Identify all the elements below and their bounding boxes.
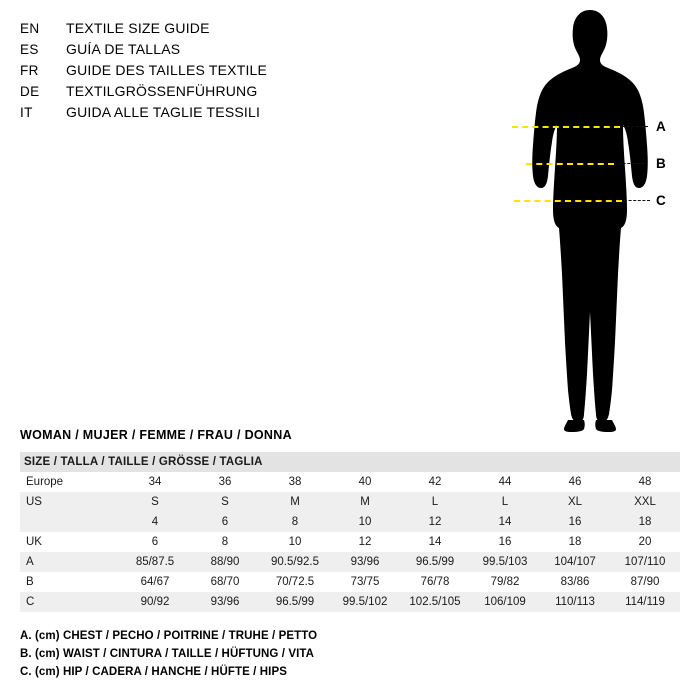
row-label-europe: Europe	[20, 472, 120, 492]
size-table	[20, 452, 680, 612]
cell: 76/78	[400, 572, 470, 592]
language-row	[20, 20, 440, 40]
cell: 106/109	[470, 592, 540, 612]
cell: 79/82	[470, 572, 540, 592]
cell: 96.5/99	[260, 592, 330, 612]
hip-measure-line	[514, 200, 622, 202]
measure-label-b: B	[656, 156, 666, 171]
cell: 73/75	[330, 572, 400, 592]
cell: 93/96	[190, 592, 260, 612]
cell: 96.5/99	[400, 552, 470, 572]
cell: 90.5/92.5	[260, 552, 330, 572]
table-row	[20, 472, 680, 492]
cell: 85/87.5	[120, 552, 190, 572]
chest-leader-line	[622, 126, 648, 127]
language-title-de: TEXTILGRÖSSENFÜHRUNG	[66, 83, 258, 99]
measure-label-c: C	[656, 193, 666, 208]
cell: 8	[190, 532, 260, 552]
language-row	[20, 83, 440, 103]
female-silhouette-icon	[510, 8, 670, 433]
row-label-us: US	[20, 492, 120, 512]
cell: M	[260, 492, 330, 512]
cell: S	[120, 492, 190, 512]
table-row	[20, 592, 680, 612]
section-title-woman: WOMAN / MUJER / FEMME / FRAU / DONNA	[20, 428, 292, 442]
cell: 14	[400, 532, 470, 552]
chest-measure-line	[512, 126, 620, 128]
row-label-uk: UK	[20, 532, 120, 552]
language-title-en: TEXTILE SIZE GUIDE	[66, 20, 210, 36]
legend-line-b: B. (cm) WAIST / CINTURA / TAILLE / HÜFTUNG / VITA	[20, 648, 315, 660]
cell: 83/86	[540, 572, 610, 592]
cell: 46	[540, 472, 610, 492]
waist-leader-line	[618, 163, 644, 164]
language-title-it: GUIDA ALLE TAGLIE TESSILI	[66, 104, 261, 120]
cell: 102.5/105	[400, 592, 470, 612]
language-code-fr: FR	[20, 63, 39, 78]
cell: 104/107	[540, 552, 610, 572]
cell: 18	[540, 532, 610, 552]
cell: 18	[610, 512, 680, 532]
size-band-label: SIZE / TALLA / TAILLE / GRÖSSE / TAGLIA	[20, 452, 680, 472]
hip-leader-line	[624, 200, 650, 201]
language-title-es: GUÍA DE TALLAS	[66, 41, 181, 57]
measurement-figure	[470, 8, 700, 438]
cell: 99.5/103	[470, 552, 540, 572]
language-title-fr: GUIDE DES TAILLES TEXTILE	[66, 62, 268, 78]
language-code-de: DE	[20, 84, 40, 99]
waist-measure-line	[526, 163, 614, 165]
language-row	[20, 62, 440, 82]
cell: 6	[120, 532, 190, 552]
row-label-us-numeric	[20, 512, 120, 532]
cell: 8	[260, 512, 330, 532]
cell: 34	[120, 472, 190, 492]
table-row	[20, 572, 680, 592]
cell: 48	[610, 472, 680, 492]
measurement-legend	[20, 630, 680, 684]
cell: 88/90	[190, 552, 260, 572]
table-row	[20, 512, 680, 532]
cell: 40	[330, 472, 400, 492]
row-label-b: B	[20, 572, 120, 592]
cell: 12	[400, 512, 470, 532]
cell: M	[330, 492, 400, 512]
cell: 99.5/102	[330, 592, 400, 612]
language-row	[20, 104, 440, 124]
row-label-a: A	[20, 552, 120, 572]
legend-line-a: A. (cm) CHEST / PECHO / POITRINE / TRUHE / PETTO	[20, 630, 318, 642]
language-title-list	[20, 20, 440, 125]
cell: 64/67	[120, 572, 190, 592]
table-row	[20, 552, 680, 572]
cell: 14	[470, 512, 540, 532]
table-row	[20, 452, 680, 472]
cell: 16	[540, 512, 610, 532]
cell: 107/110	[610, 552, 680, 572]
cell: L	[400, 492, 470, 512]
cell: 10	[260, 532, 330, 552]
cell: 4	[120, 512, 190, 532]
cell: XL	[540, 492, 610, 512]
row-label-c: C	[20, 592, 120, 612]
cell: 20	[610, 532, 680, 552]
table-row	[20, 532, 680, 552]
cell: S	[190, 492, 260, 512]
cell: 6	[190, 512, 260, 532]
cell: 68/70	[190, 572, 260, 592]
cell: 87/90	[610, 572, 680, 592]
legend-line-c: C. (cm) HIP / CADERA / HANCHE / HÜFTE / HIPS	[20, 666, 288, 678]
cell: 93/96	[330, 552, 400, 572]
cell: 36	[190, 472, 260, 492]
cell: 114/119	[610, 592, 680, 612]
cell: 10	[330, 512, 400, 532]
cell: 70/72.5	[260, 572, 330, 592]
cell: 38	[260, 472, 330, 492]
language-code-en: EN	[20, 21, 40, 36]
table-row	[20, 492, 680, 512]
cell: 110/113	[540, 592, 610, 612]
cell: 16	[470, 532, 540, 552]
cell: XXL	[610, 492, 680, 512]
language-code-it: IT	[20, 105, 33, 120]
cell: 90/92	[120, 592, 190, 612]
cell: 44	[470, 472, 540, 492]
language-row	[20, 41, 440, 61]
cell: L	[470, 492, 540, 512]
cell: 42	[400, 472, 470, 492]
cell: 12	[330, 532, 400, 552]
language-code-es: ES	[20, 42, 39, 57]
measure-label-a: A	[656, 119, 666, 134]
